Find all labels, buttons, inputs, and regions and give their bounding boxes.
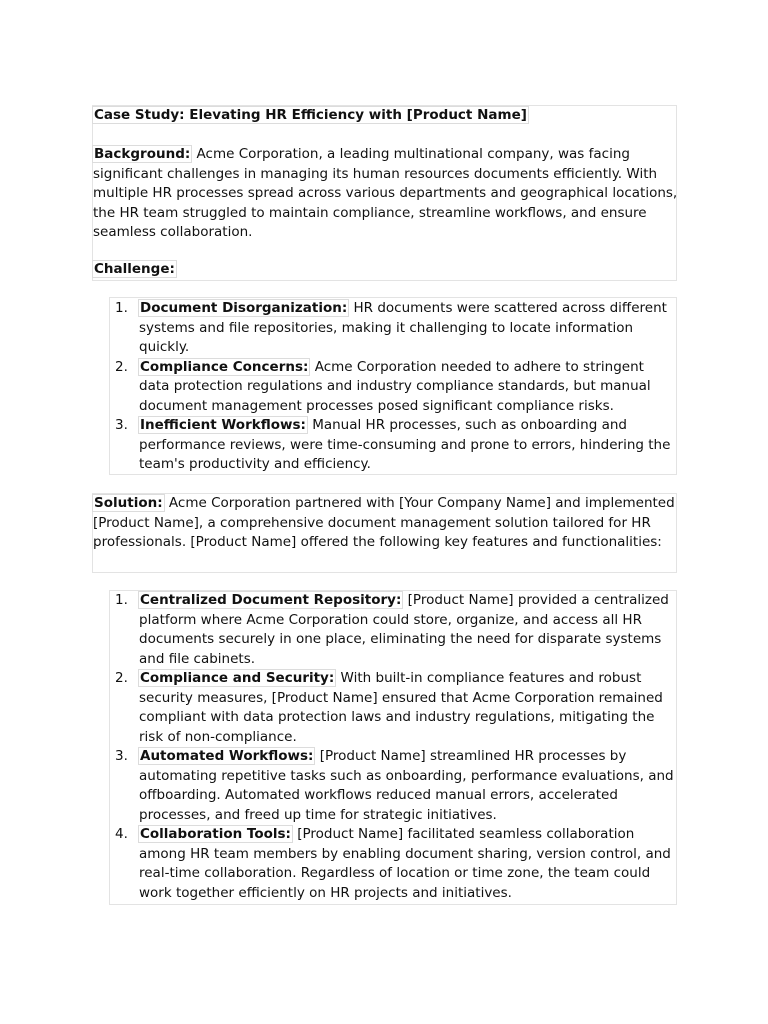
background-paragraph (93, 145, 678, 243)
list-item-text: Acme Corporation needed to adhere to stringent data protection regulations and industry compliance standards, but manual document management processes posed significant compliance risks. (139, 358, 651, 414)
list-item (110, 358, 676, 417)
list-number: 4. (115, 826, 128, 842)
list-number: 1. (115, 300, 128, 316)
list-item-text: With built-in compliance features and robust security measures, [Product Name] ensured that Acme Corporation remained compliant with data protection laws and industry regulations, mitigating the risk of non-compliance. (139, 670, 663, 745)
list-item-label: Centralized Document Repository: (140, 592, 402, 608)
list-number: 3. (115, 417, 128, 433)
list-item (110, 591, 676, 669)
document-title (93, 106, 678, 126)
title-text: Case Study: Elevating HR Efficiency with [Product Name] (94, 107, 527, 123)
solution-label: Solution: (94, 495, 163, 511)
list-number: 2. (115, 358, 128, 375)
list-item-label: Collaboration Tools: (140, 826, 291, 842)
list-item (110, 299, 676, 358)
background-text: Acme Corporation, a leading multinational company, was facing significant challenges in managing its human resources documents efficiently. With multiple HR processes spread across various departments and geographical locations, the HR team struggled to maintain compliance, streamline workflows, and ensure seamless collaboration. (93, 146, 678, 240)
list-item (110, 747, 676, 825)
list-item-label: Inefficient Workflows: (140, 417, 306, 433)
list-item (110, 669, 676, 747)
challenge-label: Challenge: (94, 261, 175, 277)
challenge-list (110, 299, 676, 475)
list-item-text: [Product Name] streamlined HR processes by automating repetitive tasks such as onboarding, performance evaluations, and offboarding. Automated workflows reduced manual errors, accelerated processes, and freed up time for strategic initiatives. (139, 748, 674, 823)
background-label: Background: (94, 146, 191, 162)
list-item-label: Automated Workflows: (140, 748, 314, 764)
list-item-text: [Product Name] facilitated seamless collaboration among HR team members by enabling document sharing, version control, and real-time collaboration. Regardless of location or time zone, the team could work together efficiently on HR projects and initiatives. (139, 826, 671, 901)
list-item-text: HR documents were scattered across different systems and file repositories, making it challenging to locate information quickly. (139, 300, 667, 355)
list-number: 1. (115, 592, 128, 608)
solution-text: Acme Corporation partnered with [Your Company Name] and implemented [Product Name], a comprehensive document management solution tailored for HR professionals. [Product Name] offered the following key features and functionalities: (93, 495, 675, 550)
list-item (110, 825, 676, 903)
list-number: 2. (115, 670, 128, 686)
list-item-label: Document Disorganization: (140, 300, 348, 316)
list-item-label: Compliance and Security: (140, 670, 335, 686)
list-item-text: Manual HR processes, such as onboarding and performance reviews, were time-consuming and prone to errors, hindering the team's productivity and efficiency. (139, 417, 671, 472)
list-item-label: Compliance Concerns: (140, 358, 309, 375)
list-item-text: [Product Name] provided a centralized platform where Acme Corporation could store, organize, and access all HR documents securely in one place, eliminating the need for disparate systems and file cabinets. (139, 592, 669, 667)
list-item (110, 416, 676, 475)
feature-list (110, 591, 676, 903)
challenge-heading (93, 260, 678, 280)
list-number: 3. (115, 748, 128, 764)
solution-paragraph (93, 494, 678, 553)
